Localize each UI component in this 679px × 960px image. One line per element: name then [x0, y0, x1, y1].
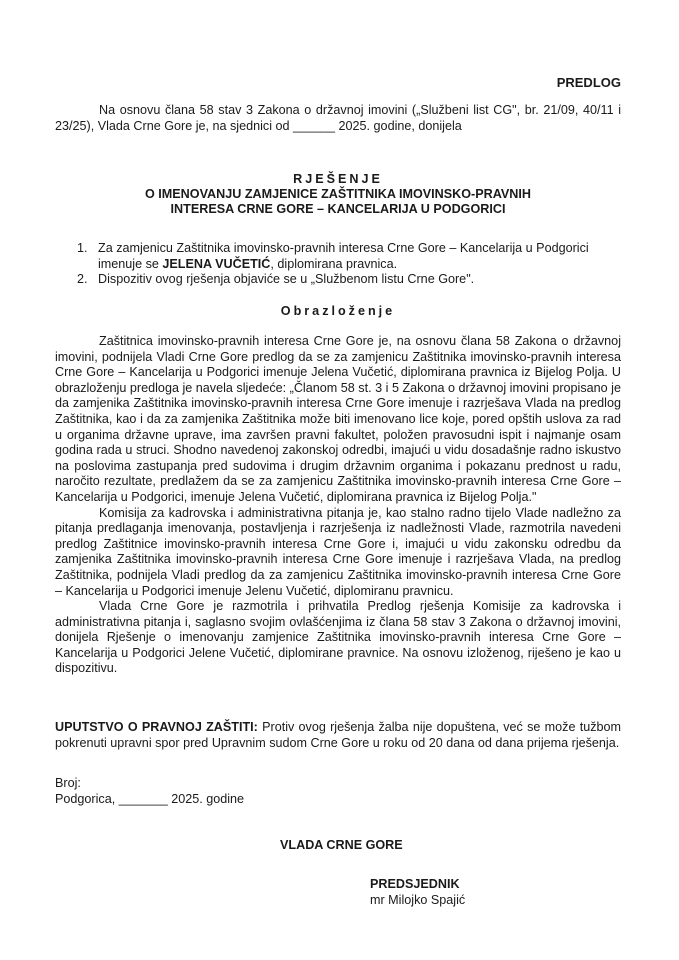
reasoning-section: [55, 334, 621, 677]
item-text-end: , diplomirana pravnica.: [270, 256, 398, 271]
legal-remedy: [55, 720, 621, 751]
title-line-2: O IMENOVANJU ZAMJENICE ZAŠTITNIKA IMOVINSKO-PRAVNIH: [145, 187, 531, 202]
dispositive-item: [77, 272, 621, 288]
reasoning-paragraph: Zaštitnica imovinsko-pravnih interesa Crne Gore je, na osnovu člana 58 Zakona o državnoj imovini, podnijela Vladi Crne Gore predlog da se za zamjenicu Zaštitnika imovinsko-pravnih interesa Crne Gore – Kancelarija u Podgorici imenuje Jelena Vučetić, diplomirana pravnica iz Bijelog Polja. U obrazloženju predloga je navela sljedeće: „Članom 58 st. 3 i 5 Zakona o državnoj imovini propisano je da zamjenika Zaštitnika imovinsko-pravnih interesa Crne Gore imenuje i razrješava Vlada na predlog Zaštitnika, kao i da za zamjenika Zaštitnika može biti imenovano lice koje, pored opštih uslova za rad u organima državne uprave, ima završen pravni fakultet, položen pravosudni ispit i najmanje osam godina rada u struci. Shodno navedenoj zakonskoj odredbi, imajući u vidu dosadašnje radno iskustvo na poslovima zastupanja pred sudovima i drugim državnim organima i pokazanu prednost u radu, naročito rezultate, predlažem da se za zamjenicu Zaštitnika imovinsko-pravnih interesa Crne Gore – Kancelarija u Podgorici, imenuje Jelena Vučetić, diplomirana pravnica iz Bijelog Polja.": [55, 334, 621, 504]
intro-paragraph: Na osnovu člana 58 stav 3 Zakona o državnoj imovini („Službeni list CG", br. 21/09, 40/11 i 23/25), Vlada Crne Gore je, na sjednici od ______ 2025. godine, donijela: [55, 103, 621, 133]
status-label: PREDLOG: [556, 75, 621, 90]
title-line-3: INTERESA CRNE GORE – KANCELARIJA U PODGORICI: [170, 202, 506, 217]
legal-remedy-text: Protiv ovog rješenja žalba nije dopuštena, već se može tužbom pokrenuti upravni spor pred Upravnim sudom Crne Gore u roku od 20 dana od dana prijema rješenja.: [55, 720, 621, 750]
item-text: Za zamjenicu Zaštitnika imovinsko-pravnih interesa Crne Gore – Kancelarija u Podgorici imenuje se: [98, 241, 589, 271]
number-label: Broj:: [55, 776, 81, 790]
reasoning-paragraph: Komisija za kadrovska i administrativna pitanja je, kao stalno radno tijelo Vlade nadležno za pitanja predlaganja imenovanja, postavljenja i razrješenja iz nadležnosti Vlade, razmotrila navedeni predlog Zaštitnice imovinsko-pravnih interesa Crne Gore i, imajući u vidu zakonsku odredbu da zamjenika Zaštitnika imovinsko-pravnih interesa Crne Gore imenuje i razrješava Vlada, na predlog Zaštitnika, podnijela Vladi predlog da za zamjenicu Zaštitnika imovinsko-pravnih interesa Crne Gore – Kancelarija u Podgorici imenuje Jelenu Vučetić, diplomiranu pravnicu.: [55, 505, 621, 598]
signatory-name: mr Milojko Spajić: [370, 892, 466, 907]
item-number: 1.: [77, 241, 88, 255]
appointee-name: JELENA VUČETIĆ: [162, 256, 271, 271]
decision-title: [55, 172, 621, 218]
signatory-role: PREDSJEDNIK: [370, 877, 460, 891]
reasoning-heading: Obrazloženje: [280, 304, 396, 318]
dispositive-item: [77, 241, 621, 272]
legal-remedy-label: UPUTSTVO O PRAVNOJ ZAŠTITI:: [55, 720, 258, 734]
issuer: VLADA CRNE GORE: [280, 838, 403, 852]
dispositive-list: [77, 241, 621, 288]
signature-block: [370, 877, 465, 908]
document-footer: [55, 776, 244, 807]
item-number: 2.: [77, 272, 88, 287]
item-text: Dispozitiv ovog rješenja objaviće se u „Službenom listu Crne Gore".: [98, 272, 475, 287]
place-date: Podgorica, _______ 2025. godine: [55, 791, 245, 806]
reasoning-paragraph: Vlada Crne Gore je razmotrila i prihvatila Predlog rješenja Komisije za kadrovska i administrativna pitanja i, saglasno svojim ovlašćenjima iz člana 58 stav 3 Zakona o državnoj imovini, donijela Rješenje o imenovanju zamjenice Zaštitnika imovinsko-pravnih interesa Crne Gore – Kancelarija u Podgorici Jelene Vučetić, diplomirane pravnice. Na osnovu izloženog, riješeno je kao u dispozitivu.: [55, 599, 621, 676]
title-line-1: RJEŠENJE: [293, 172, 383, 186]
